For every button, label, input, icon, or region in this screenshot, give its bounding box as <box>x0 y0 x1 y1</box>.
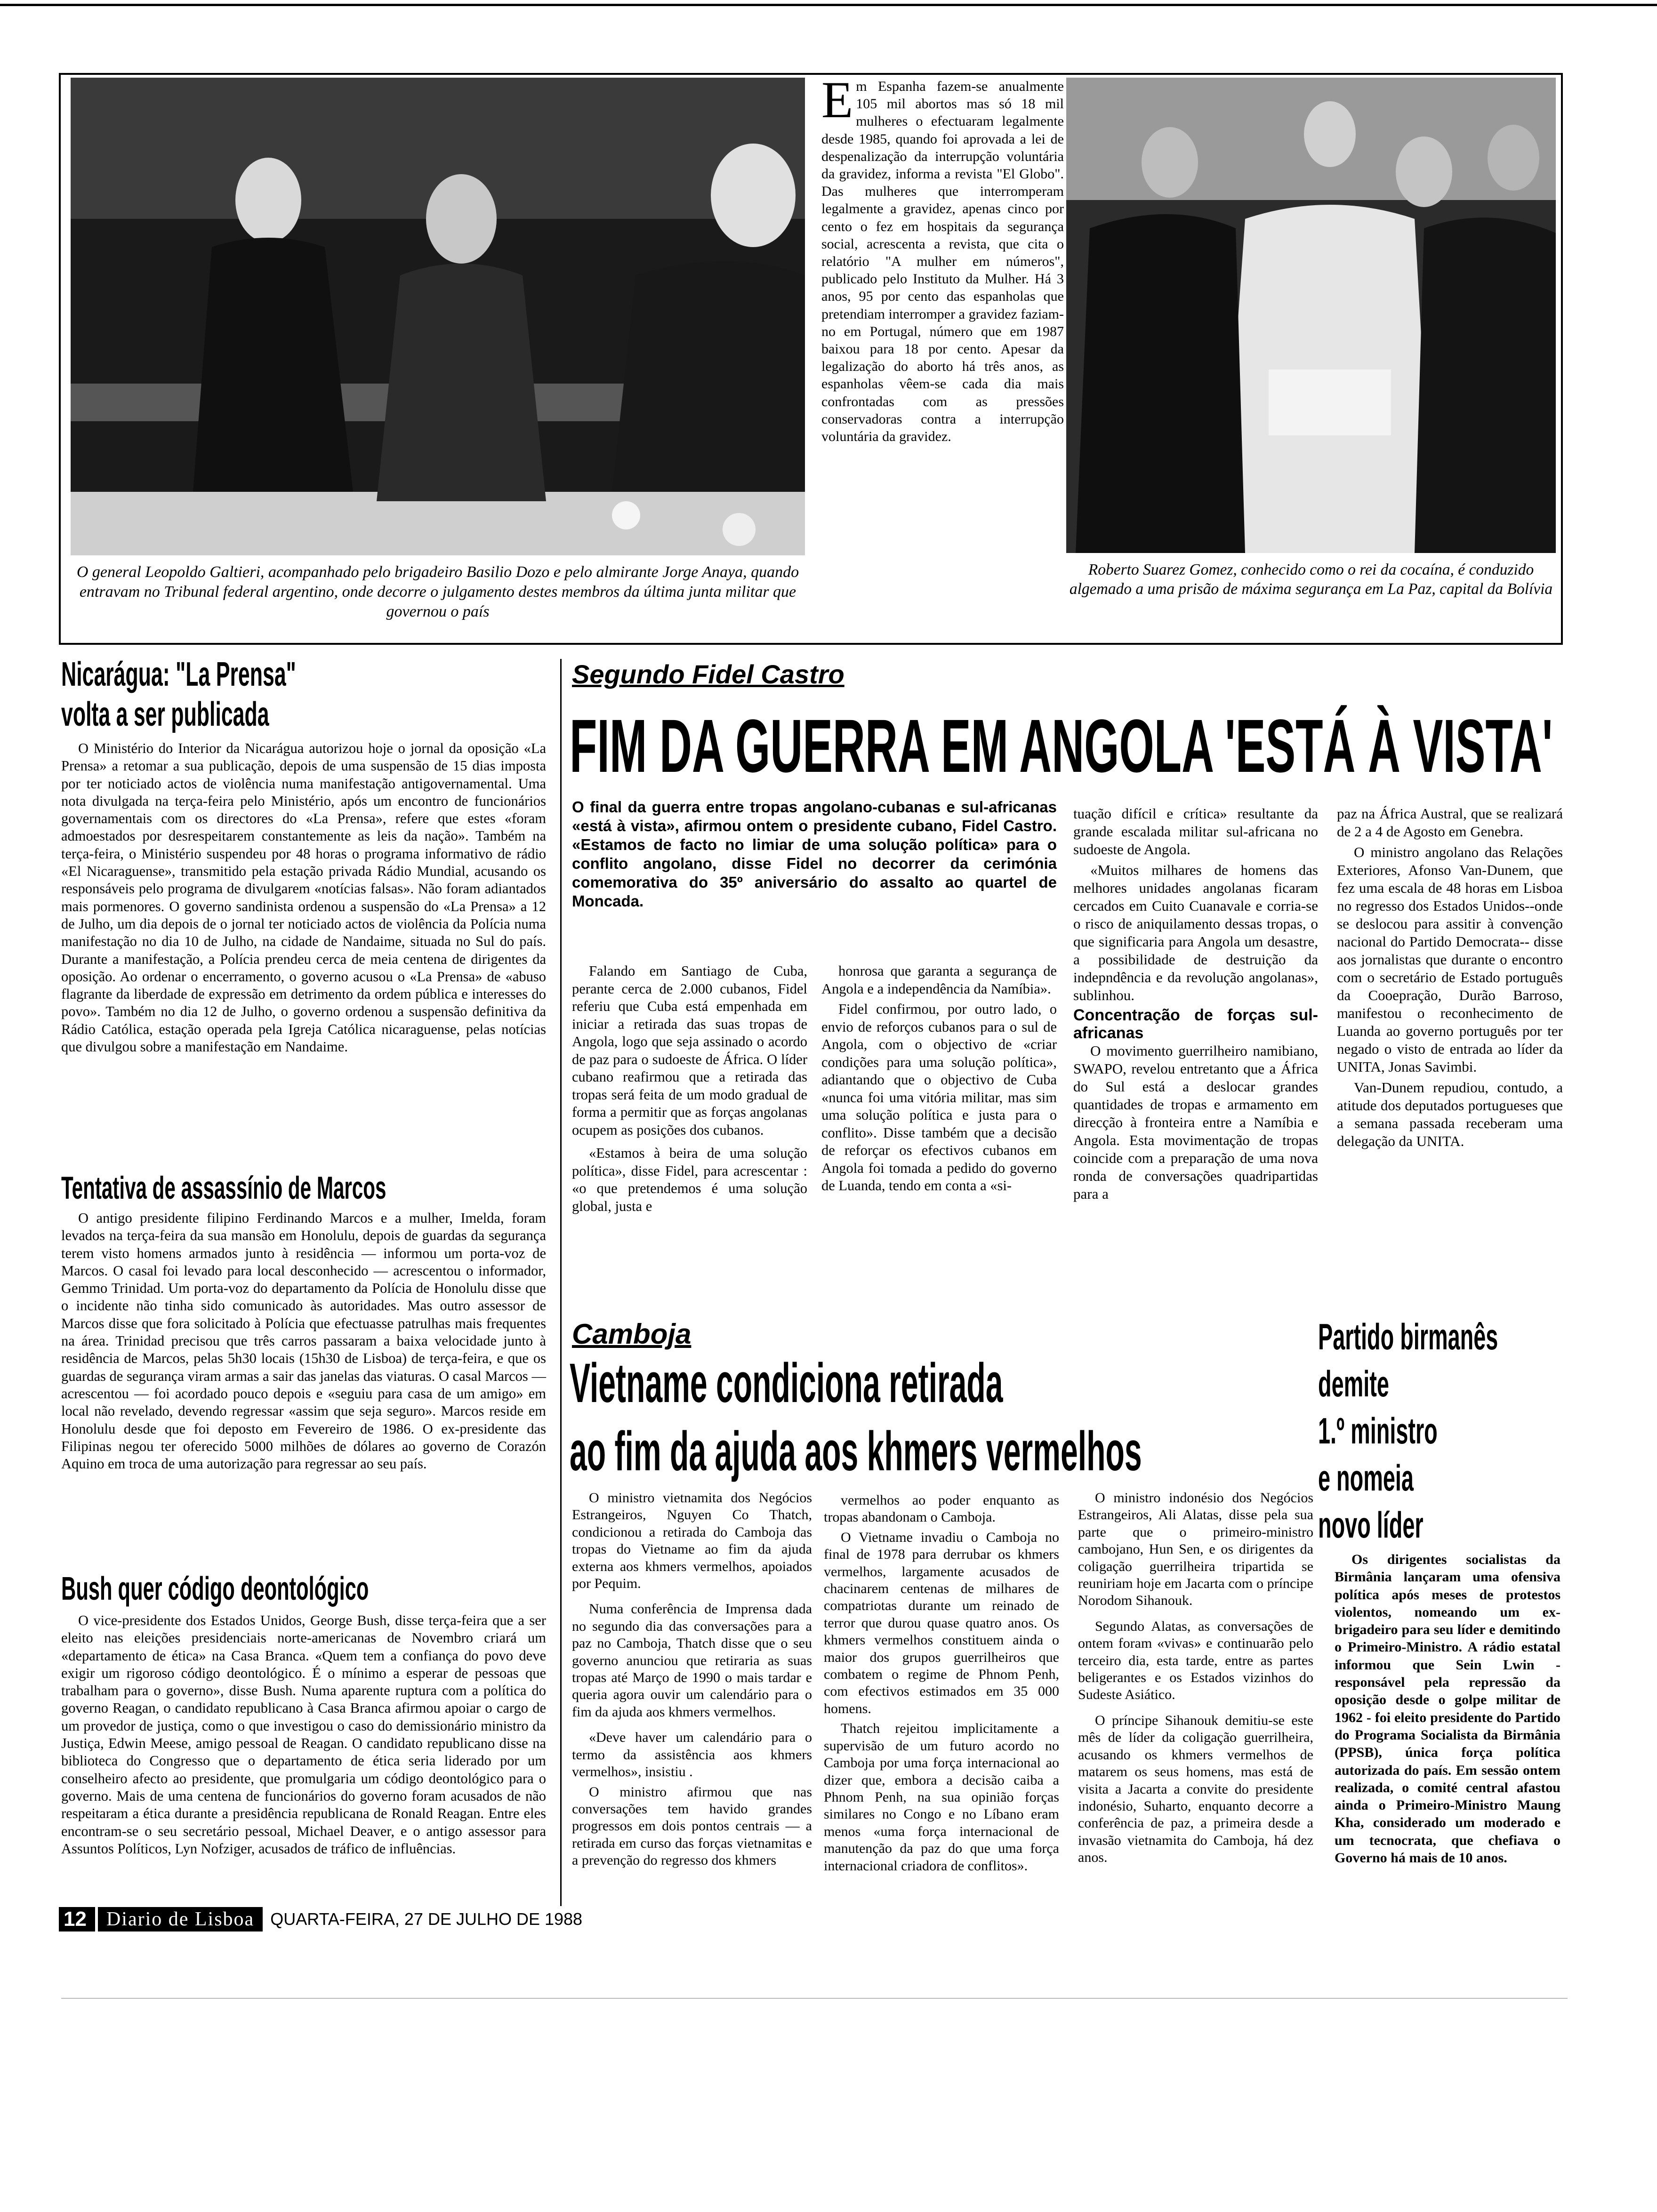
nicaragua-headline-1: Nicarágua: "La Prensa" <box>61 656 296 693</box>
masthead: Diario de Lisboa <box>98 1907 263 1931</box>
bush-headline: Bush quer código deontológico <box>61 1570 369 1607</box>
camboja-col2-p3: Thatch rejeitou implicitamente a supervisão de um futuro acordo no Camboja por uma força internacional ao dizer que, embora a decisão caiba a Phnom Penh, na sua opinião forças similares no Congo e no Líbano eram menos «uma força internacional de manutenção da paz do que uma força internacional criadora de conflitos». <box>824 1721 1059 1874</box>
angola-col4-p2: O ministro angolano das Relações Exteriores, Afonso Van-Dunem, que fez uma escala de 48 horas em Lisboa no regresso dos Estados Unidos--onde se deslocou para assitir à convenção nacional do Partido Democrata-- disse aos jornalistas que durante o encontro com o secretário de Estado português da Cooepração, Durão Barroso, manifestou o reconhecimento de Luanda ao governo português por ter negado o visto de entrada ao líder da UNITA, Jonas Savimbi. <box>1337 844 1563 1075</box>
camboja-col3 <box>1078 1490 1313 1867</box>
angola-col4-p3: Van-Dunem repudiou, contudo, a atitude dos deputados portugueses que a semana passada receberam uma delegação da UNITA. <box>1337 1079 1563 1149</box>
marcos-article <box>61 1210 546 1473</box>
nicaragua-paragraph: O Ministério do Interior da Nicarágua autorizou hoje o jornal da oposição «La Prensa» a retomar a sua publicação, depois de uma suspensão de 15 dias imposta por ter noticiado actos de violência numa manifestação antigovernamental. Uma nota divulgada na terça-feira pelo Ministério, após um encontro de funcionários governamentais com os directores do «La Prensa», refere que estes «foram admoestados por desrespeitarem constantemente as leis da nação». Também na terça-feira, o Ministério suspendeu por 48 horas o programa informativo de rádio «El Nicaraguense», transmitido pela estação privada Rádio Mundial, acusando os responsáveis pelo programa de divulgarem «notícias falsas». Não foram adiantados mais pormenores. O governo sandinista ordenou a suspensão do «La Prensa» a 12 de Julho, um dia depois de o jornal ter noticiado actos de violência da Polícia numa manifestação no dia 10 de Julho, na cidade de Nandaime, situada no Sul do país. Durante a manifestação, a Polícia prendeu cerca de meia centena de dirigentes da oposição. Ao ordenar o encerramento, o governo acusou o «La Prensa» de «abuso flagrante da liberdade de expressão em detrimento da ordem pública e interesses do povo». Também no dia 12 de Julho, o governo ordenou a suspensão definitiva da Rádio Católica, estação operada pela Igreja Católica nicaraguense, pelas notícias que divulgou sobre a manifestação em Nandaime. <box>61 740 546 1055</box>
camboja-col2-p1: vermelhos ao poder enquanto as tropas abandonam o Camboja. <box>824 1492 1059 1525</box>
angola-col2 <box>821 962 1057 1195</box>
angola-col4-p1: paz na África Austral, que se realizará de 2 a 4 de Agosto em Genebra. <box>1337 805 1563 840</box>
marcos-paragraph: O antigo presidente filipino Ferdinando Marcos e a mulher, Imelda, foram levados na terça-feira da sua mansão em Honolulu, depois de guardas da segurança terem visto homens armados junto à residência — informou um porta-voz de Marcos. O casal foi levado para local desconhecido — acrescentou o informador, Gemmo Trinidad. Um porta-voz do departamento da Polícia de Honolulu disse que o incidente não tinha sido comunicado às autoridades. Mas outro assessor de Marcos disse que fora solicitado à Polícia que efectuasse patrulhas mais frequentes na área. Trinidad precisou que três carros passaram a baixa velocidade junto à residência de Marcos, pelas 5h30 locais (15h30 de Lisboa) de terça-feira, e que os guardas de segurança viram armas a sair das janelas das viaturas. O casal Marcos — acrescentou — foi acordado pouco depois e «seguiu para casa de um amigo» em local não revelado, devendo regressar «assim que seja seguro». Marcos reside em Honolulu desde que foi deposto em Fevereiro de 1986. O ex-presidente das Filipinas negou ter oferecido 5000 milhões de dólares ao governo de Corazón Aquino em troca de uma autorização para regressar ao seu país. <box>61 1210 546 1472</box>
angola-col1-p1: Falando em Santiago de Cuba, perante cerca de 2.000 cubanos, Fidel referiu que Cuba está empenhada em iniciar a retirada das suas tropas de Angola, logo que seja assinado o acordo de paz para o sudoeste de África. O líder cubano reafirmou que a retirada das tropas será feita de um modo gradual de forma a permitir que as forças angolanas ocupem as posições dos cubanos. <box>572 963 807 1138</box>
camboja-col1 <box>572 1490 812 1869</box>
birmania-headline-line: demite <box>1318 1363 1389 1404</box>
camboja-headline-1: Vietname condiciona retirada <box>570 1352 1003 1414</box>
drop-cap: E <box>821 71 853 128</box>
angola-col2-p2: Fidel confirmou, por outro lado, o envio de reforços cubanos para o sul de Angola, com o objectivo de «criar condições para uma solução política», adiantando que o objectivo de Cuba «nunca foi uma vitória militar, mas sim uma solução política e justa para o conflito». Disse também que a decisão de reforçar os efectivos cubanos em Angola foi tomada a pedido do governo de Luanda, tendo em conta a «si- <box>821 1001 1057 1194</box>
birmania-headline <box>1318 1313 1563 1548</box>
birmania-article <box>1335 1551 1560 1867</box>
abortion-text: m Espanha fazem-se anualmente 105 mil abortos mas só 18 mil mulheres o efectuaram legalmente desde 1985, quando foi aprovada a lei de despenalização da interrupção voluntária da gravidez, informa a revista "El Globo". Das mulheres que interromperam legalmente a gravidez, apenas cinco por cento o fez em hospitais da segurança social, acrescenta a revista, que cita o relatório "A mulher em números", publicado pelo Instituto da Mulher. Há 3 anos, 95 por cento das espanholas que pretendiam interromper a gravidez faziam-no em Portugal, número que em 1987 baixou para 18 por cento. Apesar da legalização do aborto há três anos, as espanholas vêem-se cada dia mais confrontadas com as pressões conservadoras contra a interrupção voluntária da gravidez. <box>821 79 1064 445</box>
angola-headline: FIM DA GUERRA EM ANGOLA 'ESTÁ À VISTA' <box>570 704 1553 788</box>
angola-col1-p2: «Estamos à beira de uma solução política», disse Fidel, para acrescentar : «o que pretendemos é uma solução global, justa e <box>572 1145 807 1214</box>
caption-left: O general Leopoldo Galtieri, acompanhado pelo brigadeiro Basilio Dozo e pelo almirante Jorge Anaya, quando entravam no Tribunal federal argentino, onde decorre o julgamento destes membros da última junta militar que governou o país <box>76 563 799 620</box>
marcos-headline: Tentativa de assassínio de Marcos <box>61 1170 386 1206</box>
camboja-col3-p3: O príncipe Sihanouk demitiu-se este mês de líder da coligação guerrilheira, acusando os khmers vermelhos de matarem os seus homens, mas está de visita a Jacarta a convite do presidente indonésio, Suharto, enquanto decorre a conferência de paz, a primeira desde a invasão vietnamita do Camboja, há dez anos. <box>1078 1712 1313 1866</box>
bottom-rule <box>61 1998 1568 1999</box>
camboja-col1-p4: O ministro afirmou que nas conversações tem havido grandes progressos em dois pontos centrais — a retirada em curso das forças vietnamitas e a prevenção do regresso dos khmers <box>572 1784 812 1868</box>
angola-col3-p2: «Muitos milhares de homens das melhores unidades angolanas ficaram cercados em Cuito Cuanavale e corria-se o risco de aniquilamento dessas tropas, o que significaria para Angola um desastre, a possibilidade de destruição da indepndência e da revolução angolanas», sublinhou. <box>1073 862 1318 1003</box>
angola-col1 <box>572 962 807 1215</box>
bush-article <box>61 1612 546 1858</box>
angola-subhead: Concentração de forças sul-africanas <box>1073 1006 1318 1042</box>
caption-right: Roberto Suarez Gomez, conhecido como o rei da cocaína, é conduzido algemado a uma prisão de máxima segurança em La Paz, capital da Bolívia <box>1069 561 1553 598</box>
column-rule <box>560 659 562 1906</box>
page-number: 12 <box>59 1907 95 1931</box>
angola-kicker: Segundo Fidel Castro <box>572 659 845 689</box>
birmania-headline-line: 1.º ministro <box>1318 1410 1438 1451</box>
birmania-headline-line: e nomeia <box>1318 1457 1414 1499</box>
camboja-kicker: Camboja <box>572 1318 692 1350</box>
camboja-col1-p1: O ministro vietnamita dos Negócios Estrangeiros, Nguyen Co Thatch, condicionou a retirada do Camboja das tropas do Vietname ao fim da ajuda externa aos khmers vermelhos, apoiados por Pequim. <box>572 1490 812 1592</box>
birmania-paragraph: Os dirigentes socialistas da Birmânia lançaram uma ofensiva política após meses de protestos violentos, nomeando um ex-brigadeiro para seu líder e demitindo o Primeiro-Ministro. A rádio estatal informou que Sein Lwin - responsável pela repressão da oposição desde o golpe militar de 1962 - foi eleito presidente do Partido do Programa Socialista da Birmânia (PPSB), única força política autorizada do país. Em sessão ontem realizada, o comité central afastou ainda o Primeiro-Ministro Maung Kha, considerado um moderado e um tecnocrata, que chefiava o Governo há mais de 10 anos. <box>1335 1552 1560 1866</box>
camboja-col3-p1: O ministro indonésio dos Negócios Estrangeiros, Ali Alatas, disse pela sua parte que o primeiro-ministro cambojano, Hun Sen, e os dirigentes da coligação guerrilheira tripartida se reuniriam hoje em Jacarta com o príncipe Norodom Sihanouk. <box>1078 1490 1313 1609</box>
nicaragua-headline-2: volta a ser publicada <box>61 696 269 733</box>
angola-col3 <box>1073 805 1318 1203</box>
nicaragua-article <box>61 740 546 1056</box>
camboja-col2 <box>824 1492 1059 1875</box>
camboja-headline-2: ao fim da ajuda aos khmers vermelhos <box>570 1420 1142 1483</box>
camboja-col1-p3: «Deve haver um calendário para o termo da assistência aos khmers vermelhos», insistiu . <box>572 1730 812 1780</box>
bush-paragraph: O vice-presidente dos Estados Unidos, George Bush, disse terça-feira que a ser eleito nas eleições presidenciais norte-americanas de Novembro criará um «departamento de ética» na Casa Branca. «Quem tem a confiança do povo deve exigir um rigoroso código deontológico. É o mínimo a esperar de pessoas que trabalham para o governo», disse Bush. Numa aparente ruptura com a política do governo Reagan, o candidato republicano à Casa Branca afirmou apoiar o cargo de um provedor de justiça, como o que investigou o caso do demissionário ministro da Justiça, Edwin Meese, amigo pessoal de Reagan. O candidato republicano disse na biblioteca do Congresso que o departamento de ética seria liderado por um conselheiro afecto ao presidente, que promulgaria um código deontológico para o governo. Mais de uma centena de funcionários do governo foram acusados de não respeitaram a ética durante a presidência republicana de Ronald Reagan. Entre eles encontram-se o seu secretário pessoal, Michael Deaver, e o antigo assessor para Assuntos Políticos, Lyn Nofziger, acusados de tráfico de influências. <box>61 1612 546 1857</box>
angola-col3-p3: O movimento guerrilheiro namibiano, SWAPO, revelou entretanto que a África do Sul está a deslocar grandes quantidades de tropas e armamento em direcção à fronteira entre a Namíbia e Angola. Esta movimentação de tropas coincide com a preparação de uma nova ronda de conversações quadripartidas para a <box>1073 1042 1318 1202</box>
footer-date: QUARTA-FEIRA, 27 DE JULHO DE 1988 <box>270 1909 583 1929</box>
camboja-col3-p2: Segundo Alatas, as conversações de ontem foram «vivas» e continuarão pelo terceiro dia, esta tarde, entre as partes beligerantes e os Estados vizinhos do Sudeste Asiático. <box>1078 1618 1313 1703</box>
camboja-col1-p2: Numa conferência de Imprensa dada no segundo dia das conversações para a paz no Camboja, Thatch disse que o seu governo anunciou que retiraria as suas tropas até Março de 1990 o mais tardar e queria agora ouvir um calendário para o fim da ajuda aos khmers vermelhos. <box>572 1601 812 1720</box>
military-officers-photo <box>71 78 805 555</box>
footer <box>59 1906 718 1932</box>
birmania-headline-line: novo líder <box>1318 1504 1424 1546</box>
camboja-col2-p2: O Vietname invadiu o Camboja no final de 1978 para derrubar os khmers vermelhos, largamente acusados de chacinarem centenas de milhares de compatriotas durante um reinado de terror que durou quase quatro anos. Os khmers vermelhos constituem ainda o maior dos grupos guerrilheiros que combatem o regime de Phnom Penh, com efectivos estimados em 35 000 homens. <box>824 1529 1059 1716</box>
angola-col2-p1: honrosa que garanta a segurança de Angola e a independência da Namíbia». <box>821 963 1057 997</box>
abortion-article <box>821 71 1064 445</box>
top-rule <box>0 4 1657 6</box>
angola-col4 <box>1337 805 1563 1150</box>
angola-col3-p1: tuação difícil e crítica» resultante da grande escalada militar sul-africana no sudoeste de Angola. <box>1073 805 1318 858</box>
birmania-headline-line: Partido birmanês <box>1318 1316 1498 1357</box>
arrest-crowd-photo <box>1066 78 1556 553</box>
angola-lead: O final da guerra entre tropas angolano-cubanas e sul-africanas «está à vista», afirmou ontem o presidente cubano, Fidel Castro. «Estamos de facto no limiar de uma solução política» para o conflito angolano, disse Fidel no decorrer da cerimónia comemorativa do 35º aniversário do assalto ao quartel de Moncada. <box>572 798 1057 910</box>
